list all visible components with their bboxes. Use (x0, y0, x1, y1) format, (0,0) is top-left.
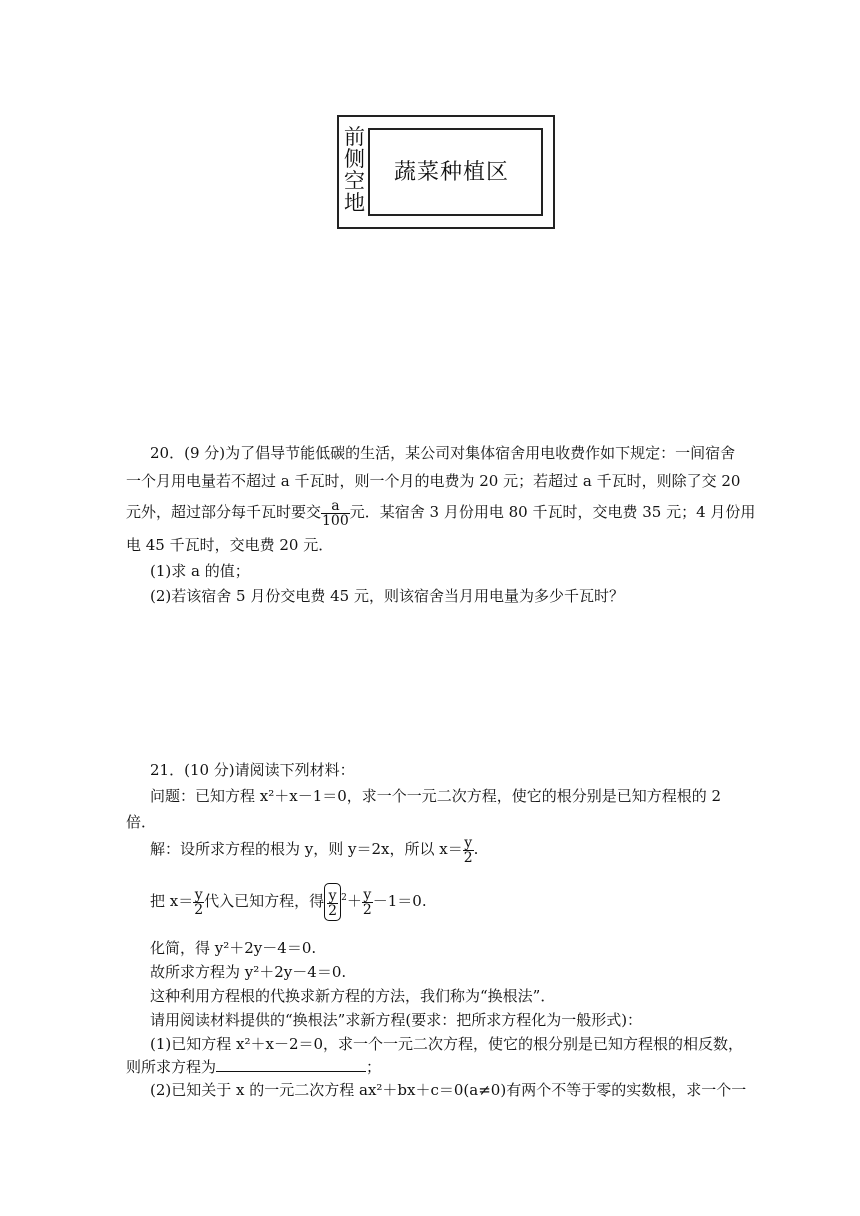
solution-period: . (473, 840, 479, 858)
solution-text: 解：设所求方程的根为 y，则 y＝2x，所以 x＝ (150, 840, 463, 858)
q21-line-3: 倍． (126, 813, 157, 831)
y-over-2-fraction (362, 888, 373, 917)
q21-sub-2-line-1: (2)已知关于 x 的一元二次方程 ax²＋bx＋c＝0(a≠0)有两个不等于零的实数根，求一个一 (150, 1081, 747, 1099)
fraction-numerator: y (363, 886, 372, 903)
q21-result: 故所求方程为 y²＋2y－4＝0. (150, 963, 347, 981)
fraction-denominator: 2 (194, 901, 204, 918)
substitution-post: －1＝0. (372, 892, 427, 910)
fraction-numerator: y (328, 887, 337, 904)
sub-1-line-2-post: ； (366, 1058, 382, 1076)
q20-line-1: 20．(9 分)为了倡导节能低碳的生活，某公司对集体宿舍用电收费作如下规定：一间宿舍 (150, 444, 736, 462)
q21-instruction: 请用阅读材料提供的“换根法”求新方程(要求：把所求方程化为一般形式)： (150, 1011, 643, 1029)
y-over-2-fraction (193, 888, 204, 917)
side-label-char: 地 (344, 191, 365, 215)
q20-line-4: 电 45 千瓦时，交电费 20 元． (126, 536, 334, 554)
side-label-char: 前 (344, 125, 365, 149)
fraction-numerator: y (194, 886, 203, 903)
q20-line-2: 一个月用电量若不超过 a 千瓦时，则一个月的电费为 20 元；若超过 a 千瓦时，则除了交 20 (126, 472, 741, 490)
price-fraction (321, 499, 350, 528)
q21-simplify: 化简，得 y²＋2y－4＝0. (150, 939, 317, 957)
side-label-char: 侧 (344, 147, 365, 171)
parenthesized-fraction (324, 883, 341, 921)
fraction-denominator: 2 (463, 849, 473, 866)
q21-sub-1-line-2 (126, 1057, 381, 1077)
sub-1-line-2-pre: 则所求方程为 (126, 1058, 217, 1076)
q21-sub-1-line-1: (1)已知方程 x²＋x－2＝0，求一个一元二次方程，使它的根分别是已知方程根的相反数， (150, 1035, 744, 1053)
q20-sub-2: (2)若该宿舍 5 月份交电费 45 元，则该宿舍当月用电量为多少千瓦时？ (150, 587, 624, 605)
vegetable-area-label: 蔬菜种植区 (394, 160, 510, 185)
q20-line-3-pre: 元外，超过部分每千瓦时要交 (126, 503, 322, 521)
fraction-denominator: 100 (322, 512, 349, 529)
q20-sub-1: (1)求 a 的值； (150, 562, 250, 580)
q21-substitution-line (150, 880, 427, 921)
front-open-space-label (344, 126, 366, 214)
q21-line-1: 21．(10 分)请阅读下列材料： (150, 761, 355, 779)
substitution-pre: 把 x＝ (150, 892, 194, 910)
fraction-denominator: 2 (362, 901, 372, 918)
y-over-2-fraction (327, 889, 338, 918)
side-label-char: 空 (344, 169, 365, 193)
substitution-mid: 代入已知方程，得 (204, 892, 325, 910)
square-exponent: 2 (341, 893, 347, 903)
q20-line-3-post: 元．某宿舍 3 月份用电 80 千瓦时，交电费 35 元；4 月份用 (349, 503, 756, 521)
plus-sign: ＋ (346, 892, 362, 910)
q21-method: 这种利用方程根的代换求新方程的方法，我们称为“换根法”． (150, 987, 556, 1005)
fraction-denominator: 2 (328, 902, 338, 919)
q21-line-2: 问题：已知方程 x²＋x－1＝0，求一个一元二次方程，使它的根分别是已知方程根的 2 (150, 787, 722, 805)
q20-line-3 (126, 498, 755, 528)
fraction-numerator: y (464, 834, 473, 851)
q21-solution-line (150, 834, 478, 865)
fraction-numerator: a (331, 497, 340, 514)
y-over-2-fraction (463, 836, 474, 865)
answer-blank[interactable] (216, 1057, 366, 1072)
